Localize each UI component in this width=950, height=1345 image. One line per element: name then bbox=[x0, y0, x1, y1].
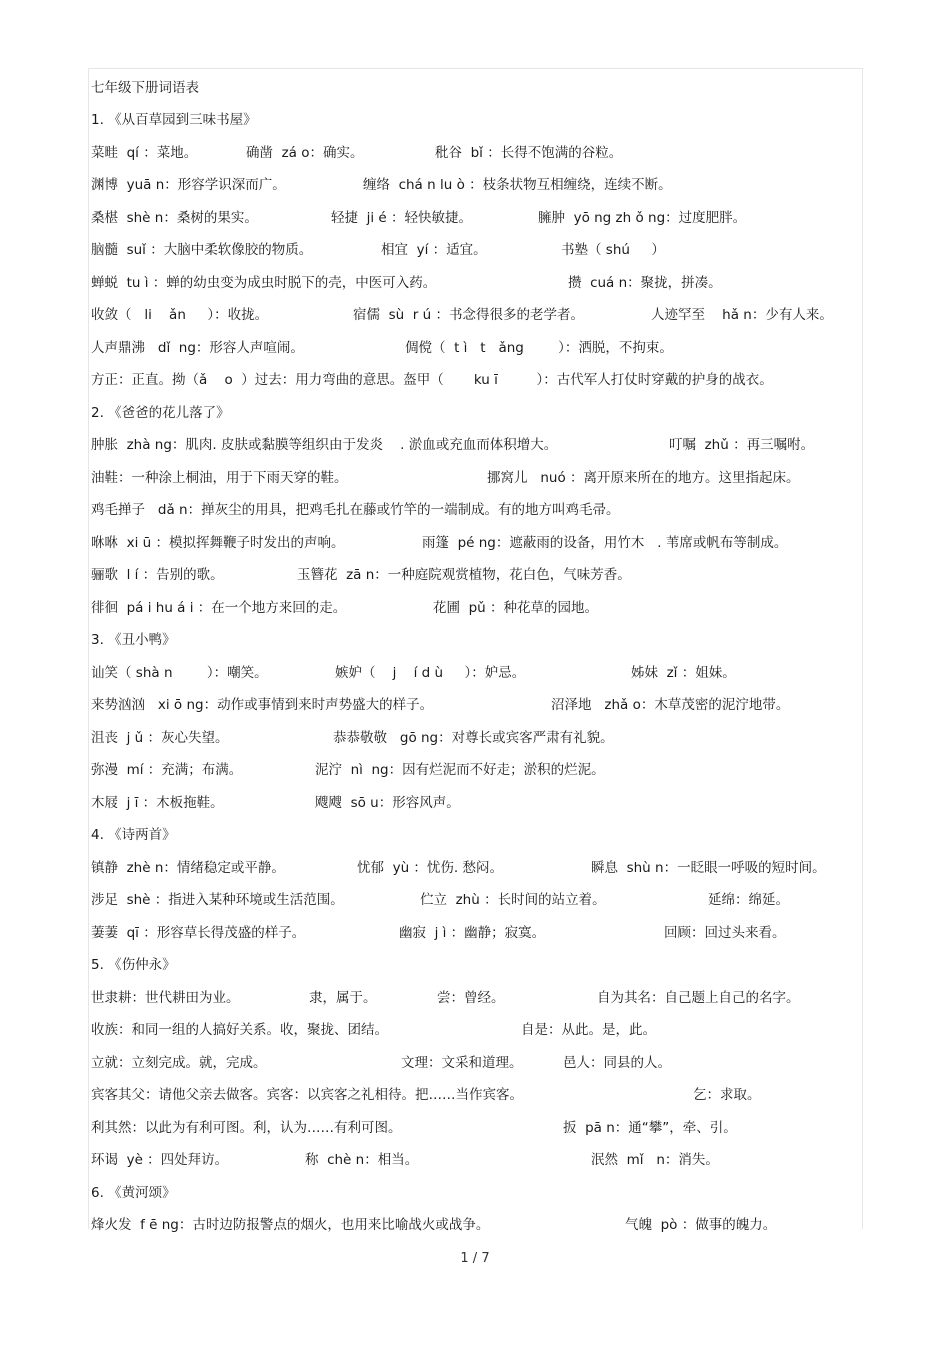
document-title: 七年级下册词语表 bbox=[91, 80, 199, 96]
vocabulary-entry: 沮丧 j ǔ ：灰心失望。 bbox=[91, 730, 229, 746]
vocabulary-entry: 泯然 mǐ n：消失。 bbox=[591, 1152, 719, 1168]
vocabulary-entry: 文理：文采和道理。 bbox=[401, 1055, 523, 1071]
vocabulary-entry: 烽火发 f ē ng：古时边防报警点的烟火，也用来比喻战火或战争。 bbox=[91, 1217, 490, 1233]
vocabulary-entry: 气魄 pò ：做事的魄力。 bbox=[625, 1217, 777, 1233]
vocabulary-entry: 宿儒 sù r ú ：书念得很多的老学者。 bbox=[353, 307, 584, 323]
vocabulary-entry: 乞：求取。 bbox=[693, 1087, 761, 1103]
vocabulary-entry: 挪窝儿 nuó ：离开原来所在的地方。这里指起床。 bbox=[487, 470, 800, 486]
vocabulary-entry: 人迹罕至 hǎ n：少有人来。 bbox=[651, 307, 833, 323]
vocabulary-entry: 收族：和同一组的人搞好关系。收，聚拢、团结。 bbox=[91, 1022, 388, 1038]
vocabulary-entry: 秕谷 bǐ ：长得不饱满的谷粒。 bbox=[435, 145, 623, 161]
vocabulary-entry: 延绵：绵延。 bbox=[708, 892, 789, 908]
vocabulary-entry: 相宜 yí ：适宜。 bbox=[381, 242, 487, 258]
vocabulary-entry: 嫉妒（ j í d ù ）：妒忌。 bbox=[335, 665, 526, 681]
vocabulary-entry: 立就：立刻完成。就，完成。 bbox=[91, 1055, 267, 1071]
vocabulary-entry: 弥漫 mí ：充满；布满。 bbox=[91, 762, 243, 778]
vocabulary-entry: 菜畦 qí ：菜地。 bbox=[91, 145, 198, 161]
vocabulary-entry: 沼泽地 zhǎ o：木草茂密的泥泞地带。 bbox=[551, 697, 790, 713]
document-page bbox=[88, 68, 863, 1233]
vocabulary-entry: 隶，属于。 bbox=[309, 990, 377, 1006]
vocabulary-entry: 花圃 pǔ ：种花草的园地。 bbox=[433, 600, 598, 616]
vocabulary-entry: 飕飕 sō u：形容风声。 bbox=[315, 795, 460, 811]
vocabulary-entry: 幽寂 j ì ：幽静；寂寞。 bbox=[399, 925, 546, 941]
vocabulary-entry: 骊歌 l í ：告别的歌。 bbox=[91, 567, 224, 583]
vocabulary-entry: 鸡毛掸子 dǎ n：掸灰尘的用具，把鸡毛扎在藤或竹竿的一端制成。有的地方叫鸡毛帚。 bbox=[91, 502, 620, 518]
vocabulary-entry: 扳 pā n：通“攀”，牵、引。 bbox=[563, 1120, 737, 1136]
vocabulary-entry: 萋萋 qī ：形容草长得茂盛的样子。 bbox=[91, 925, 306, 941]
vocabulary-entry: 缠络 chá n lu ò ：枝条状物互相缠绕，连续不断。 bbox=[363, 177, 672, 193]
vocabulary-entry: 自是：从此。是，此。 bbox=[521, 1022, 656, 1038]
vocabulary-entry: 玉簪花 zā n：一种庭院观赏植物，花白色，气味芳香。 bbox=[297, 567, 631, 583]
vocabulary-entry: 涉足 shè ：指进入某种环境或生活范围。 bbox=[91, 892, 344, 908]
vocabulary-entry: 渊博 yuā n：形容学识深而广。 bbox=[91, 177, 286, 193]
vocabulary-entry: 倜傥（ t ì t ǎng ）：洒脱，不拘束。 bbox=[405, 340, 673, 356]
vocabulary-entry: 蝉蜕 tu ì ：蝉的幼虫变为成虫时脱下的壳，中医可入药。 bbox=[91, 275, 437, 291]
vocabulary-entry: 环谒 yè ：四处拜访。 bbox=[91, 1152, 229, 1168]
vocabulary-entry: 忧郁 yù ：忧伤. 愁闷。 bbox=[357, 860, 504, 876]
vocabulary-entry: 2. 《爸爸的花儿落了》 bbox=[91, 405, 230, 421]
vocabulary-entry: 桑椹 shè n：桑树的果实。 bbox=[91, 210, 258, 226]
vocabulary-entry: 6. 《黄河颂》 bbox=[91, 1185, 176, 1201]
vocabulary-entry: 轻捷 ji é ：轻快敏捷。 bbox=[331, 210, 472, 226]
vocabulary-entry: 雨篷 pé ng：遮蔽雨的设备，用竹木 . 苇席或帆布等制成。 bbox=[422, 535, 788, 551]
vocabulary-entry: 宾客其父：请他父亲去做客。宾客：以宾客之礼相待。把……当作宾客。 bbox=[91, 1087, 523, 1103]
vocabulary-entry: 肿胀 zhà ng：肌肉. 皮肤或黏膜等组织由于发炎 . 淤血或充血而体积增大。 bbox=[91, 437, 558, 453]
vocabulary-entry: 脑髓 suǐ ：大脑中柔软像胶的物质。 bbox=[91, 242, 313, 258]
vocabulary-entry: 讪笑（ shà n ）：嘲笑。 bbox=[91, 665, 268, 681]
vocabulary-entry: 3. 《丑小鸭》 bbox=[91, 632, 176, 648]
vocabulary-entry: 回顾：回过头来看。 bbox=[664, 925, 786, 941]
vocabulary-entry: 臃肿 yō ng zh ǒ ng：过度肥胖。 bbox=[538, 210, 747, 226]
vocabulary-entry: 收敛（ li ǎn ）：收拢。 bbox=[91, 307, 269, 323]
vocabulary-entry: 5. 《伤仲永》 bbox=[91, 957, 176, 973]
vocabulary-entry: 伫立 zhù ：长时间的站立着。 bbox=[420, 892, 606, 908]
vocabulary-entry: 世隶耕：世代耕田为业。 bbox=[91, 990, 240, 1006]
vocabulary-entry: 自为其名：自己题上自己的名字。 bbox=[597, 990, 800, 1006]
vocabulary-entry: 确凿 zá o：确实。 bbox=[246, 145, 364, 161]
vocabulary-entry: 称 chè n：相当。 bbox=[305, 1152, 419, 1168]
vocabulary-entry: 书塾（ shú ） bbox=[561, 242, 665, 258]
vocabulary-entry: 恭恭敬敬 gō ng：对尊长或宾客严肃有礼貌。 bbox=[333, 730, 614, 746]
vocabulary-entry: 来势汹汹 xi ō ng：动作或事情到来时声势盛大的样子。 bbox=[91, 697, 434, 713]
vocabulary-entry: 攒 cuá n：聚拢，拼凑。 bbox=[568, 275, 722, 291]
vocabulary-entry: 咻咻 xi ū ：模拟挥舞鞭子时发出的声响。 bbox=[91, 535, 345, 551]
vocabulary-entry: 利其然：以此为有利可图。利，认为……有利可图。 bbox=[91, 1120, 402, 1136]
vocabulary-entry: 方正：正直。拗（ǎ o ）过去：用力弯曲的意思。盔甲（ ku ī ）：古代军人打仗时穿戴的护身的战衣。 bbox=[91, 372, 773, 388]
vocabulary-entry: 姊妹 zǐ ：姐妹。 bbox=[631, 665, 736, 681]
vocabulary-entry: 泥泞 nì ng：因有烂泥而不好走；淤积的烂泥。 bbox=[315, 762, 605, 778]
vocabulary-entry: 木屐 j ī ：木板拖鞋。 bbox=[91, 795, 224, 811]
vocabulary-entry: 瞬息 shù n：一眨眼一呼吸的短时间。 bbox=[591, 860, 826, 876]
vocabulary-entry: 邑人：同县的人。 bbox=[563, 1055, 671, 1071]
vocabulary-entry: 镇静 zhè n：情绪稳定或平静。 bbox=[91, 860, 285, 876]
vocabulary-entry: 人声鼎沸 dǐ ng：形容人声喧闹。 bbox=[91, 340, 304, 356]
vocabulary-entry: 油鞋：一种涂上桐油，用于下雨天穿的鞋。 bbox=[91, 470, 348, 486]
vocabulary-entry: 叮嘱 zhǔ ：再三嘱咐。 bbox=[669, 437, 815, 453]
vocabulary-entry: 1. 《从百草园到三味书屋》 bbox=[91, 112, 257, 128]
vocabulary-entry: 4. 《诗两首》 bbox=[91, 827, 176, 843]
vocabulary-entry: 尝：曾经。 bbox=[437, 990, 505, 1006]
vocabulary-entry: 徘徊 pá i hu á i ：在一个地方来回的走。 bbox=[91, 600, 347, 616]
page-number: 1 / 7 bbox=[460, 1251, 490, 1266]
